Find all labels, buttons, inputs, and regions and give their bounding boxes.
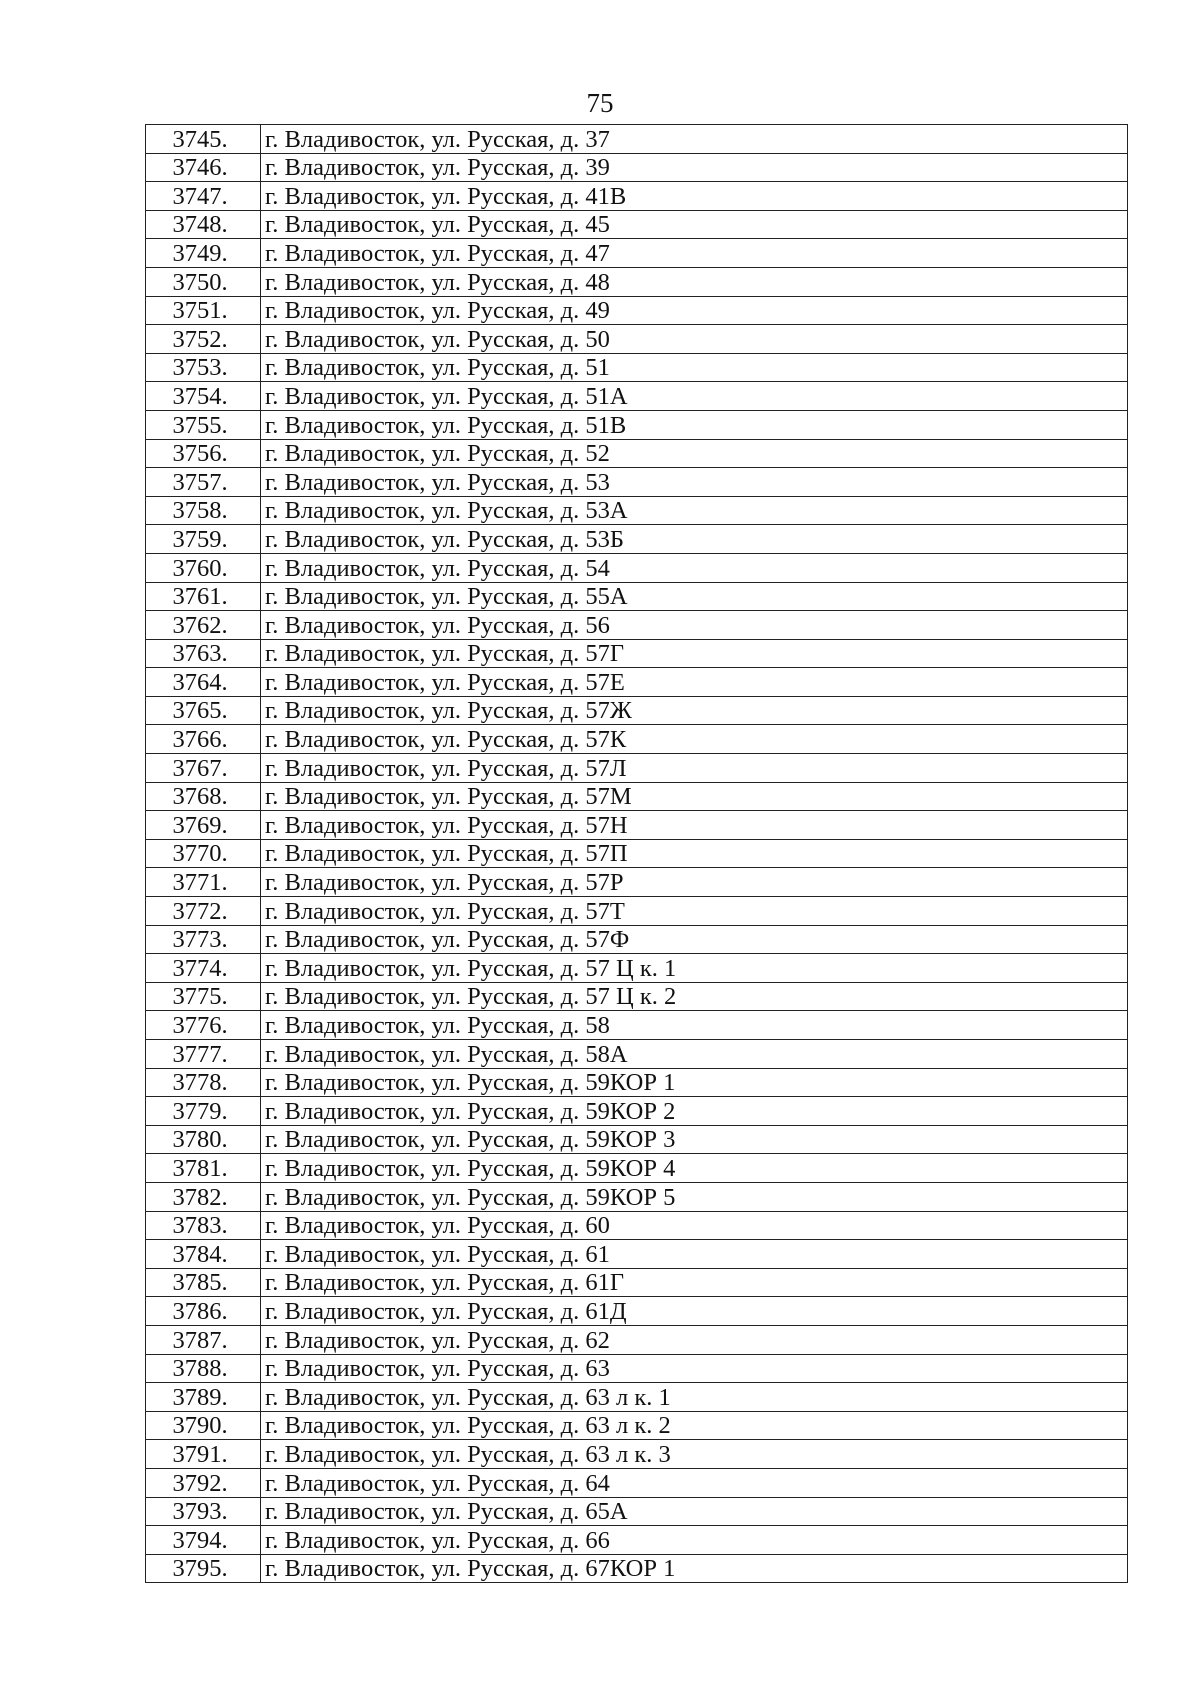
table-row (146, 496, 1128, 525)
address-cell: г. Владивосток, ул. Русская, д. 64 (261, 1468, 1128, 1497)
table-row (146, 982, 1128, 1011)
address-cell: г. Владивосток, ул. Русская, д. 61Д (261, 1297, 1128, 1326)
row-number-cell: 3781. (146, 1154, 261, 1183)
row-number-cell: 3759. (146, 525, 261, 554)
address-cell: г. Владивосток, ул. Русская, д. 57Т (261, 897, 1128, 926)
address-cell: г. Владивосток, ул. Русская, д. 57П (261, 839, 1128, 868)
table-row (146, 410, 1128, 439)
row-number-cell: 3783. (146, 1211, 261, 1240)
table-row (146, 1240, 1128, 1269)
address-cell: г. Владивосток, ул. Русская, д. 63 л к. 1 (261, 1383, 1128, 1412)
address-cell: г. Владивосток, ул. Русская, д. 57Е (261, 668, 1128, 697)
address-cell: г. Владивосток, ул. Русская, д. 51А (261, 382, 1128, 411)
table-row (146, 353, 1128, 382)
address-cell: г. Владивосток, ул. Русская, д. 39 (261, 153, 1128, 182)
row-number-cell: 3769. (146, 811, 261, 840)
row-number-cell: 3761. (146, 582, 261, 611)
row-number-cell: 3766. (146, 725, 261, 754)
address-cell: г. Владивосток, ул. Русская, д. 57К (261, 725, 1128, 754)
address-cell: г. Владивосток, ул. Русская, д. 63 л к. 3 (261, 1440, 1128, 1469)
address-cell: г. Владивосток, ул. Русская, д. 37 (261, 125, 1128, 154)
address-cell: г. Владивосток, ул. Русская, д. 57Ж (261, 696, 1128, 725)
address-cell: г. Владивосток, ул. Русская, д. 54 (261, 553, 1128, 582)
table-row (146, 468, 1128, 497)
address-cell: г. Владивосток, ул. Русская, д. 55А (261, 582, 1128, 611)
table-row (146, 1182, 1128, 1211)
address-cell: г. Владивосток, ул. Русская, д. 59КОР 2 (261, 1097, 1128, 1126)
address-cell: г. Владивосток, ул. Русская, д. 59КОР 5 (261, 1182, 1128, 1211)
address-cell: г. Владивосток, ул. Русская, д. 57Л (261, 754, 1128, 783)
row-number-cell: 3774. (146, 954, 261, 983)
address-cell: г. Владивосток, ул. Русская, д. 66 (261, 1526, 1128, 1555)
row-number-cell: 3784. (146, 1240, 261, 1269)
row-number-cell: 3750. (146, 267, 261, 296)
address-cell: г. Владивосток, ул. Русская, д. 52 (261, 439, 1128, 468)
table-row (146, 1011, 1128, 1040)
address-cell: г. Владивосток, ул. Русская, д. 65А (261, 1497, 1128, 1526)
table-row (146, 811, 1128, 840)
row-number-cell: 3779. (146, 1097, 261, 1126)
row-number-cell: 3763. (146, 639, 261, 668)
table-row (146, 1497, 1128, 1526)
page-number: 75 (586, 88, 614, 118)
table-row (146, 1068, 1128, 1097)
address-cell: г. Владивосток, ул. Русская, д. 50 (261, 325, 1128, 354)
table-row (146, 582, 1128, 611)
table-row (146, 1297, 1128, 1326)
table-row (146, 1440, 1128, 1469)
row-number-cell: 3745. (146, 125, 261, 154)
table-row (146, 439, 1128, 468)
address-cell: г. Владивосток, ул. Русская, д. 59КОР 4 (261, 1154, 1128, 1183)
address-cell: г. Владивосток, ул. Русская, д. 41В (261, 182, 1128, 211)
table-row (146, 1411, 1128, 1440)
row-number-cell: 3780. (146, 1125, 261, 1154)
table-row (146, 1211, 1128, 1240)
row-number-cell: 3747. (146, 182, 261, 211)
row-number-cell: 3785. (146, 1268, 261, 1297)
row-number-cell: 3758. (146, 496, 261, 525)
row-number-cell: 3791. (146, 1440, 261, 1469)
table-row (146, 1040, 1128, 1069)
address-cell: г. Владивосток, ул. Русская, д. 53Б (261, 525, 1128, 554)
row-number-cell: 3777. (146, 1040, 261, 1069)
row-number-cell: 3767. (146, 754, 261, 783)
table-row (146, 210, 1128, 239)
address-table (145, 124, 1128, 1583)
row-number-cell: 3746. (146, 153, 261, 182)
address-cell: г. Владивосток, ул. Русская, д. 53 (261, 468, 1128, 497)
table-row (146, 1468, 1128, 1497)
table-row (146, 1383, 1128, 1412)
table-row (146, 668, 1128, 697)
row-number-cell: 3748. (146, 210, 261, 239)
address-cell: г. Владивосток, ул. Русская, д. 58 (261, 1011, 1128, 1040)
row-number-cell: 3752. (146, 325, 261, 354)
table-row (146, 696, 1128, 725)
table-row (146, 782, 1128, 811)
address-cell: г. Владивосток, ул. Русская, д. 63 (261, 1354, 1128, 1383)
row-number-cell: 3755. (146, 410, 261, 439)
address-cell: г. Владивосток, ул. Русская, д. 57 Ц к. 1 (261, 954, 1128, 983)
row-number-cell: 3773. (146, 925, 261, 954)
table-row (146, 1097, 1128, 1126)
table-row (146, 153, 1128, 182)
table-row (146, 954, 1128, 983)
address-cell: г. Владивосток, ул. Русская, д. 59КОР 1 (261, 1068, 1128, 1097)
row-number-cell: 3762. (146, 611, 261, 640)
row-number-cell: 3790. (146, 1411, 261, 1440)
row-number-cell: 3760. (146, 553, 261, 582)
row-number-cell: 3753. (146, 353, 261, 382)
address-cell: г. Владивосток, ул. Русская, д. 57 Ц к. 2 (261, 982, 1128, 1011)
table-row (146, 1354, 1128, 1383)
row-number-cell: 3793. (146, 1497, 261, 1526)
address-cell: г. Владивосток, ул. Русская, д. 57М (261, 782, 1128, 811)
row-number-cell: 3778. (146, 1068, 261, 1097)
address-cell: г. Владивосток, ул. Русская, д. 45 (261, 210, 1128, 239)
address-cell: г. Владивосток, ул. Русская, д. 57Ф (261, 925, 1128, 954)
row-number-cell: 3776. (146, 1011, 261, 1040)
address-cell: г. Владивосток, ул. Русская, д. 48 (261, 267, 1128, 296)
row-number-cell: 3782. (146, 1182, 261, 1211)
row-number-cell: 3792. (146, 1468, 261, 1497)
row-number-cell: 3765. (146, 696, 261, 725)
address-cell: г. Владивосток, ул. Русская, д. 57Г (261, 639, 1128, 668)
address-cell: г. Владивосток, ул. Русская, д. 49 (261, 296, 1128, 325)
table-row (146, 754, 1128, 783)
table-row (146, 1554, 1128, 1583)
row-number-cell: 3751. (146, 296, 261, 325)
table-row (146, 611, 1128, 640)
table-row (146, 1154, 1128, 1183)
table-row (146, 868, 1128, 897)
row-number-cell: 3757. (146, 468, 261, 497)
table-row (146, 325, 1128, 354)
address-cell: г. Владивосток, ул. Русская, д. 57Р (261, 868, 1128, 897)
table-row (146, 839, 1128, 868)
table-row (146, 182, 1128, 211)
table-row (146, 267, 1128, 296)
table-row (146, 525, 1128, 554)
row-number-cell: 3794. (146, 1526, 261, 1555)
table-row (146, 925, 1128, 954)
address-cell: г. Владивосток, ул. Русская, д. 53А (261, 496, 1128, 525)
address-cell: г. Владивосток, ул. Русская, д. 59КОР 3 (261, 1125, 1128, 1154)
address-cell: г. Владивосток, ул. Русская, д. 58А (261, 1040, 1128, 1069)
row-number-cell: 3789. (146, 1383, 261, 1412)
table-row (146, 897, 1128, 926)
address-cell: г. Владивосток, ул. Русская, д. 51В (261, 410, 1128, 439)
table-row (146, 239, 1128, 268)
address-cell: г. Владивосток, ул. Русская, д. 61Г (261, 1268, 1128, 1297)
address-cell: г. Владивосток, ул. Русская, д. 63 л к. 2 (261, 1411, 1128, 1440)
row-number-cell: 3795. (146, 1554, 261, 1583)
row-number-cell: 3772. (146, 897, 261, 926)
table-row (146, 296, 1128, 325)
row-number-cell: 3768. (146, 782, 261, 811)
address-cell: г. Владивосток, ул. Русская, д. 60 (261, 1211, 1128, 1240)
row-number-cell: 3749. (146, 239, 261, 268)
row-number-cell: 3788. (146, 1354, 261, 1383)
table-row (146, 382, 1128, 411)
address-table-body (146, 125, 1128, 1583)
address-cell: г. Владивосток, ул. Русская, д. 61 (261, 1240, 1128, 1269)
table-row (146, 725, 1128, 754)
address-cell: г. Владивосток, ул. Русская, д. 57Н (261, 811, 1128, 840)
row-number-cell: 3756. (146, 439, 261, 468)
table-row (146, 125, 1128, 154)
address-cell: г. Владивосток, ул. Русская, д. 47 (261, 239, 1128, 268)
table-row (146, 1125, 1128, 1154)
table-row (146, 1526, 1128, 1555)
table-row (146, 1268, 1128, 1297)
table-row (146, 553, 1128, 582)
row-number-cell: 3787. (146, 1325, 261, 1354)
address-cell: г. Владивосток, ул. Русская, д. 62 (261, 1325, 1128, 1354)
address-cell: г. Владивосток, ул. Русская, д. 51 (261, 353, 1128, 382)
row-number-cell: 3771. (146, 868, 261, 897)
row-number-cell: 3770. (146, 839, 261, 868)
table-row (146, 639, 1128, 668)
address-cell: г. Владивосток, ул. Русская, д. 67КОР 1 (261, 1554, 1128, 1583)
address-cell: г. Владивосток, ул. Русская, д. 56 (261, 611, 1128, 640)
row-number-cell: 3786. (146, 1297, 261, 1326)
row-number-cell: 3764. (146, 668, 261, 697)
row-number-cell: 3754. (146, 382, 261, 411)
row-number-cell: 3775. (146, 982, 261, 1011)
table-row (146, 1325, 1128, 1354)
